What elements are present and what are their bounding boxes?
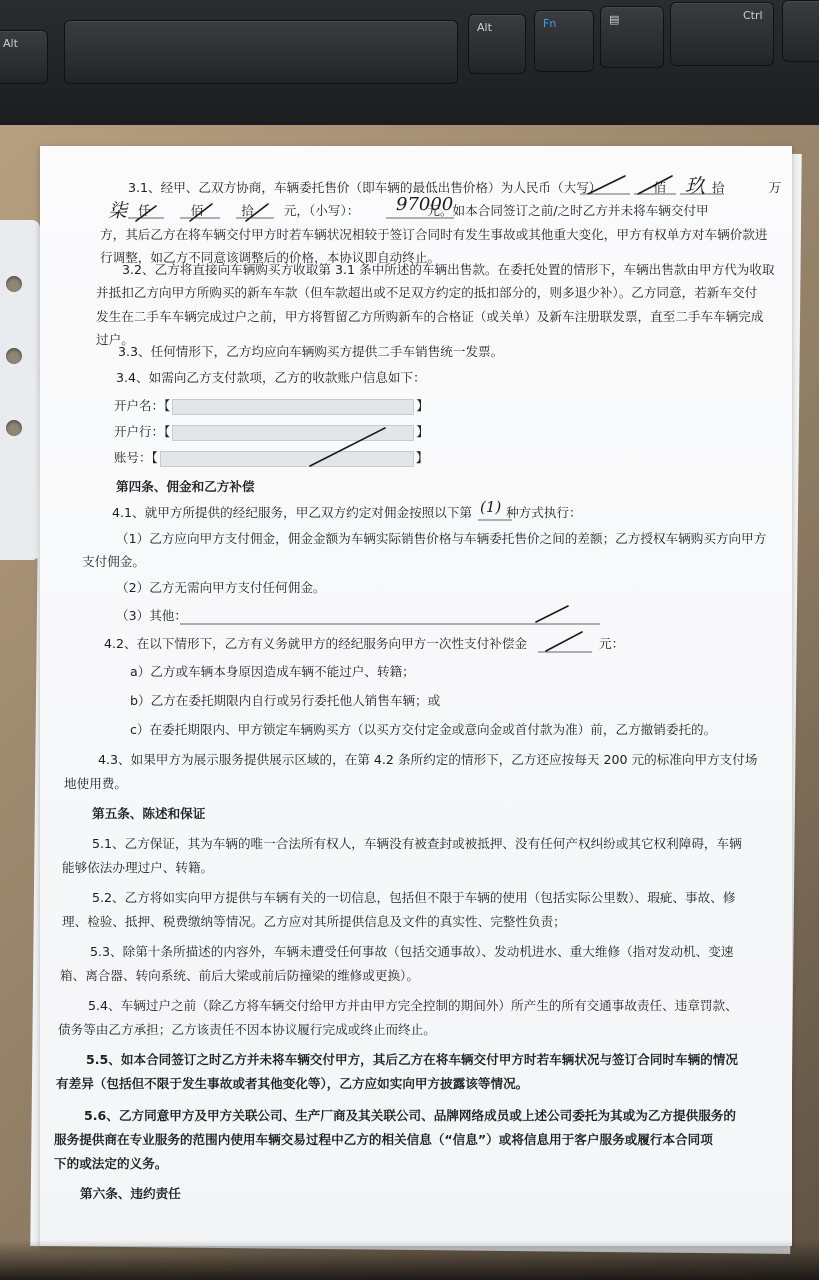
menu-icon: ▤ [609,13,620,26]
clause-5-3-cont: 箱、离合器、转向系统、前后大梁或前后防撞梁的维修或更换）。 [60,968,419,983]
strike-compensation [546,632,582,651]
clause-3-1-line3: 方，其后乙方在将车辆交付甲方时若车辆状况相较于签订合同时有发生事故或其他重大变化，甲方有权单方对车辆价款进 [100,226,768,242]
clause-5-3: 5.3、除第十条所描述的内容外，车辆未遭受任何事故（包括交通事故）、发动机进水、重大维修（指对发动机、变速 [90,944,734,959]
clause-4-1-option2: （2）乙方无需向甲方支付任何佣金。 [116,580,326,595]
article-4-title: 第四条、佣金和乙方补偿 [116,479,255,494]
clause-3-1-line2: 仟 佰 拾 元，（小写）： 元。如本合同签订之前/之时乙方并未将车辆交付甲 方，其后乙方在将车辆交付甲方时若车辆状况相较于签订合同时有发生事故或其他重大变化，甲方有权单方对车辆价款进 行调整，如乙方不同意该调整后的价格，本协议即自动终止。 [100,199,767,270]
clause-5-2: 5.2、乙方将如实向甲方提供与车辆有关的一切信息，包括但不限于车辆的使用（包括实际公里数）、瑕疵、事故、修 [92,890,736,905]
strike-bai [190,204,212,221]
account-number-field[interactable]: 账号：【 】 [114,450,429,465]
binder-hole [6,420,22,436]
menu-key[interactable] [600,6,664,68]
clause-3-4: 3.4、如需向乙方支付款项，乙方的收款账户信息如下： [116,370,426,385]
account-name-field[interactable]: 开户名：【 】 [114,398,429,413]
clause-4-2: 4.2、在以下情形下，乙方有义务就甲方的经纪服务向甲方一次性支付补偿金 元： [104,636,625,651]
account-bank-field[interactable]: 开户行：【 】 [114,424,429,439]
clause-5-6-cont: 服务提供商在专业服务的范围内使用车辆交易过程中乙方的相关信息（“信息”）或将信息用于客户服务或履行本合同项 下的或法定的义务。 [54,1132,713,1171]
clause-5-2-cont: 理、检验、抵押、税费缴纳等情况。乙方应对其所提供信息及文件的真实性、完整性负责； [62,914,566,929]
clause-4-1-option1-cont: 支付佣金。 [82,554,145,569]
alt-key-right-label: Alt [477,21,492,34]
strike-account [310,428,385,466]
strike-hundred-wan [588,176,625,194]
arrow-key[interactable] [782,0,819,62]
clause-5-4-cont: 债务等由乙方承担；乙方该责任不因本协议履行完成或终止而终止。 [58,1022,436,1037]
binder-sheet [0,220,40,560]
clause-3-2-cont: 并抵扣乙方向甲方所购买的新车车款（但车款超出或不足双方约定的抵扣部分的，则多退少补）。乙方同意，若新车交付 发生在二手车车辆完成过户之前，甲方将暂留乙方所购新车的合格证（或关单）及新车注册联发票，直至二手车车辆完成 过户。 [96,285,764,347]
binder-hole [6,348,22,364]
clause-5-5-cont: 有差异（包括但不限于发生事故或者其他变化等），乙方应如实向甲方披露该等情况。 [56,1076,529,1091]
clause-5-6: 5.6、乙方同意甲方及甲方关联公司、生产厂商及其关联公司、品牌网络成员或上述公司委托为其或为乙方提供服务的 [84,1108,736,1123]
ctrl-key-label: Ctrl [743,9,763,22]
contract-page [40,146,792,1246]
strike-ten-wan [638,176,672,194]
article-5-title: 第五条、陈述和保证 [92,806,206,821]
handwritten-qian-digit: 柒 [108,200,128,222]
article-6-title: 第六条、违约责任 [80,1186,181,1201]
strike-other [536,606,568,622]
bottom-shadow [0,1240,819,1280]
space-bar[interactable] [64,20,458,84]
fn-key-label: Fn [543,17,557,30]
clause-5-1-cont: 能够依法办理过户、转籍。 [62,860,214,875]
alt-key-left-label: Alt [3,37,18,50]
clause-4-1-option3: （3）其他： [116,608,187,623]
handwritten-strokes [40,146,792,1246]
clause-3-3: 3.3、任何情形下，乙方均应向车辆购买方提供二手车销售统一发票。 [118,344,504,359]
alt-key-right[interactable] [468,14,526,74]
strike-qian [136,206,156,221]
fn-key[interactable] [534,10,594,72]
binder-hole [6,276,22,292]
clause-4-2-a: a）乙方或车辆本身原因造成车辆不能过户、转籍； [130,664,415,679]
clause-5-1: 5.1、乙方保证，其为车辆的唯一合法所有权人，车辆没有被查封或被抵押、没有任何产权纠纷或其它权利障碍，车辆 [92,836,742,851]
keyboard [0,0,819,125]
clause-4-2-b: b）乙方在委托期限内自行或另行委托他人销售车辆；或 [130,693,441,708]
alt-key-left[interactable] [0,30,48,84]
handwritten-wan-digit: 玖 [685,174,705,198]
clause-4-1: 4.1、就甲方所提供的经纪服务，甲乙双方约定对佣金按照以下第 种方式执行： [112,505,582,520]
clause-5-5: 5.5、如本合同签订之时乙方并未将车辆交付甲方，其后乙方在将车辆交付甲方时若车辆状况与签订合同时车辆的情况 [86,1052,738,1067]
clause-4-2-c: c）在委托期限内、甲方锁定车辆购买方（以买方交付定金或意向金或首付款为准）前，乙方撤销委托的。 [130,722,717,737]
strike-shi [246,204,268,221]
clause-4-3-cont: 地使用费。 [64,776,127,791]
clause-3-1-line1: 3.1、经甲、乙双方协商，车辆委托售价（即车辆的最低出售价格）为人民币（大写） 佰 拾 万 [128,180,782,195]
handwritten-choice: (1) [480,498,502,516]
handwritten-amount: 97000 [396,194,454,215]
clause-4-3: 4.3、如果甲方为展示服务提供展示区域的，在第 4.2 条所约定的情形下，乙方还应按每天 200 元的标准向甲方支付场 [98,752,758,767]
ctrl-key[interactable] [670,2,774,66]
clause-3-1-line4: 行调整，如乙方不同意该调整后的价格，本协议即自动终止。 [100,250,441,265]
clause-4-1-option1: （1）乙方应向甲方支付佣金，佣金金额为车辆实际销售价格与车辆委托售价之间的差额；乙方授权车辆购买方向甲方 [116,531,767,546]
clause-5-4: 5.4、车辆过户之前（除乙方将车辆交付给甲方并由甲方完全控制的期间外）所产生的所有交通事故责任、违章罚款、 [88,998,738,1013]
clause-3-2: 3.2、乙方将直接向车辆购买方收取第 3.1 条中所述的车辆出售款。在委托处置的情形下，车辆出售款由甲方代为收取 [122,262,775,277]
